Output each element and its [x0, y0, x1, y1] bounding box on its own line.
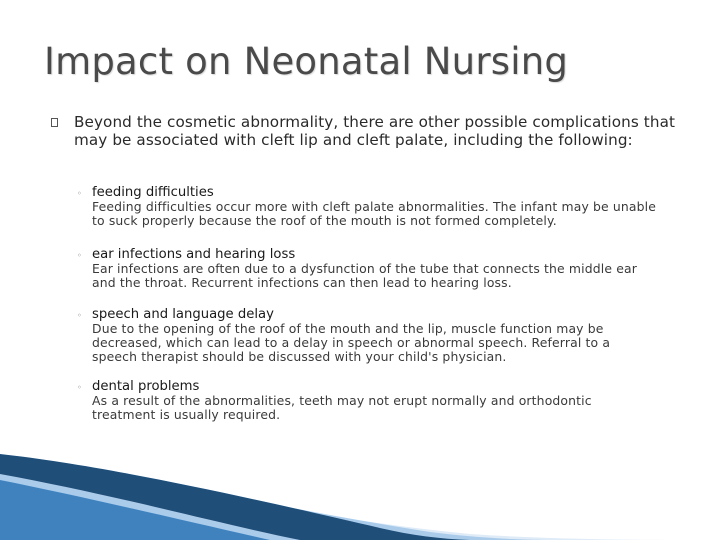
decorative-wave	[0, 440, 720, 540]
item-description: Ear infections are often due to a dysfunction of the tube that connects the middle ear and the throat. Recurrent infections can then lead to hearing loss.	[92, 261, 637, 290]
circle-bullet-icon: ◦	[77, 189, 82, 198]
item-heading: ear infections and hearing loss	[92, 247, 296, 262]
item-heading: dental problems	[92, 379, 200, 394]
circle-bullet-icon: ◦	[77, 383, 82, 392]
circle-bullet-icon: ◦	[77, 251, 82, 260]
item-heading: feeding difficulties	[92, 185, 214, 200]
item-heading: speech and language delay	[92, 307, 274, 322]
item-description: Feeding difficulties occur more with cleft palate abnormalities. The infant may be unable to suck properly because the roof of the mouth is not formed completely.	[92, 199, 657, 228]
lead-text: Beyond the cosmetic abnormality, there are other possible complications that may be associated with cleft lip and cleft palate, including the following:	[74, 113, 676, 149]
circle-bullet-icon: ◦	[77, 311, 82, 320]
square-bullet-icon	[51, 118, 58, 127]
slide-title: Impact on Neonatal Nursing	[44, 40, 569, 83]
item-description: As a result of the abnormalities, teeth may not erupt normally and orthodontic treatment is usually required.	[92, 393, 592, 422]
item-description: Due to the opening of the roof of the mouth and the lip, muscle function may be decreased, which can lead to a delay in speech or abnormal speech. Referral to a speech therapist should be discussed with your child's physician.	[92, 321, 611, 364]
